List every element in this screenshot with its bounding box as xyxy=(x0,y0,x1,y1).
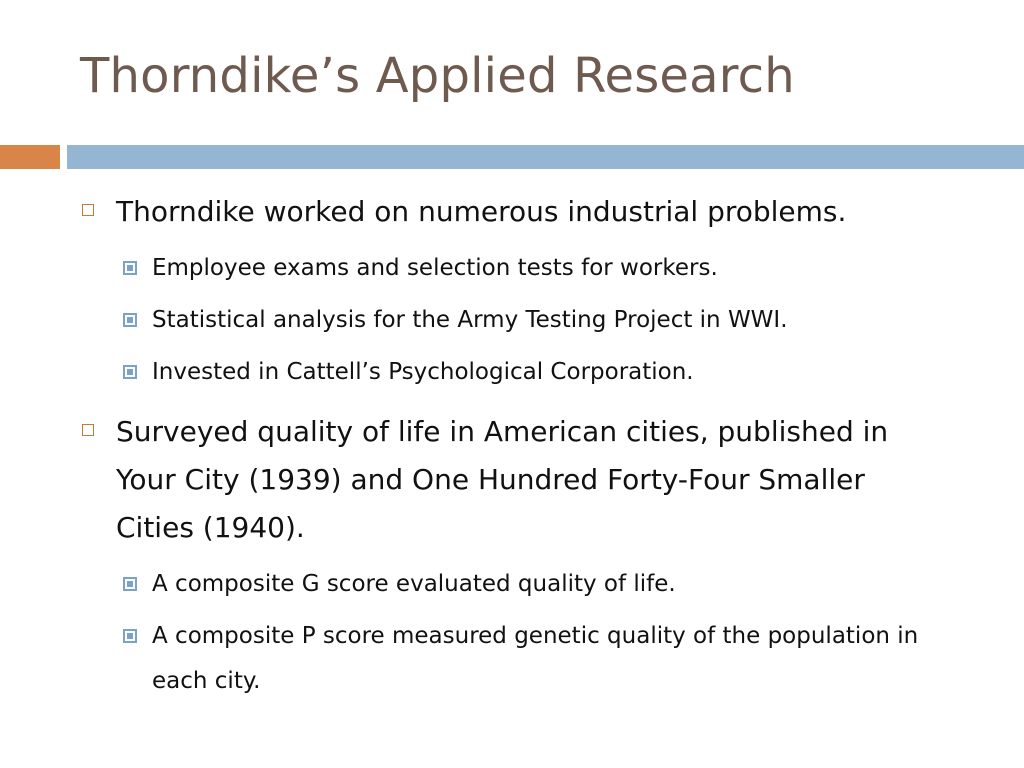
bullet-text: Thorndike worked on numerous industrial problems. xyxy=(116,195,847,228)
accent-bar-orange xyxy=(0,145,60,169)
bullet-level2 xyxy=(152,614,952,704)
bullet-level2 xyxy=(152,562,982,607)
bullet-level1 xyxy=(116,188,966,236)
filled-square-bullet-icon xyxy=(123,313,137,327)
bullet-level1 xyxy=(116,408,916,552)
bullet-text: Statistical analysis for the Army Testing Project in WWI. xyxy=(152,307,788,333)
accent-bar-blue xyxy=(67,145,1024,169)
bullet-level2 xyxy=(152,246,982,291)
filled-square-bullet-icon xyxy=(123,577,137,591)
slide-title: Thorndike’s Applied Research xyxy=(80,48,795,104)
hollow-square-bullet-icon xyxy=(82,204,94,216)
bullet-text: A composite G score evaluated quality of life. xyxy=(152,571,676,597)
filled-square-bullet-icon xyxy=(123,261,137,275)
bullet-text: Invested in Cattell’s Psychological Corporation. xyxy=(152,359,694,385)
bullet-level2 xyxy=(152,350,982,395)
filled-square-bullet-icon xyxy=(123,365,137,379)
filled-square-bullet-icon xyxy=(123,629,137,643)
bullet-text: Employee exams and selection tests for workers. xyxy=(152,255,718,281)
bullet-text: A composite P score measured genetic quality of the population in each city. xyxy=(152,623,919,694)
hollow-square-bullet-icon xyxy=(82,424,94,436)
bullet-text: Surveyed quality of life in American cities, published in Your City (1939) and One Hundred Forty-Four Smaller Cities (1940). xyxy=(116,415,889,544)
bullet-level2 xyxy=(152,298,982,343)
